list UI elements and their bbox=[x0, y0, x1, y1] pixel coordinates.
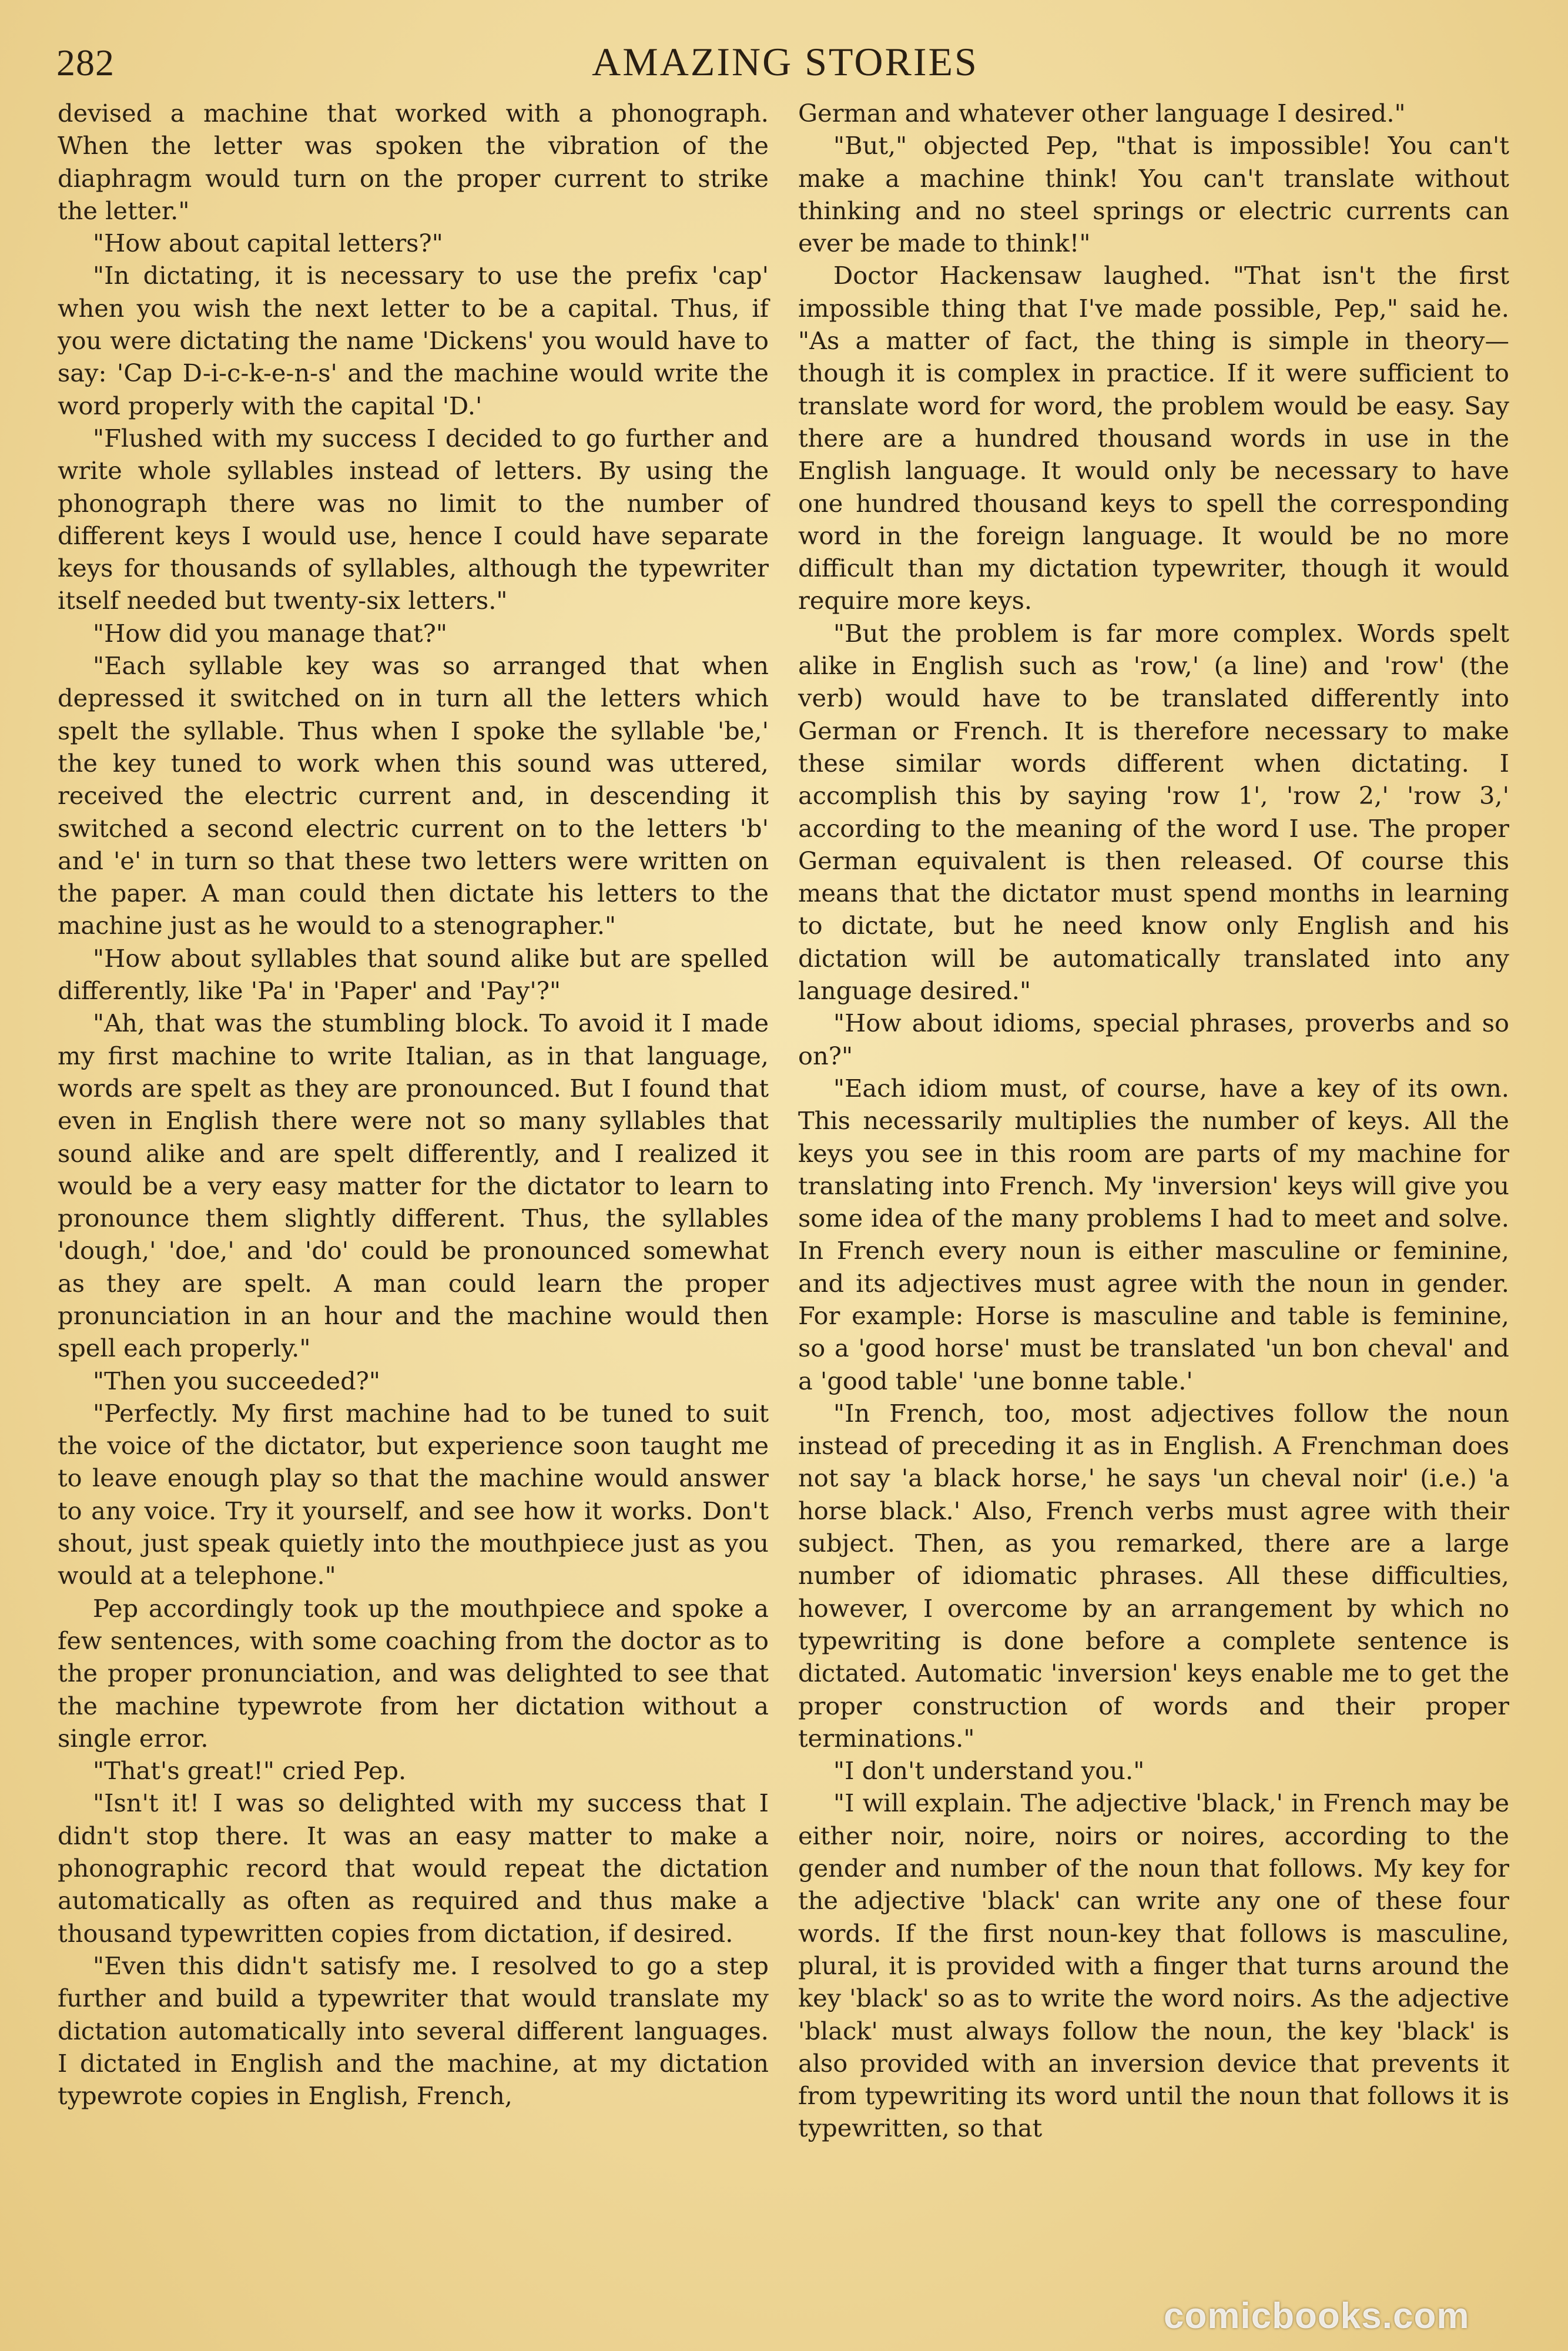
paragraph: "Each syllable key was so arranged that when depressed it switched on in turn all the letters which spelt the syllable. Thus when I spoke the syllable 'be,' the key tuned to work when this sound was uttered, received the electric current and, in descending it switched a second electric current on to the letters 'b' and 'e' in turn so that these two letters were written on the paper. A man could then dictate his letters to the machine just as he would to a stenographer." bbox=[58, 651, 769, 940]
paragraph: "Each idiom must, of course, have a key of its own. This necessarily multiplies the number of keys. All the keys you see in this room are parts of my machine for translating into French. My 'inversion' keys will give you some idea of the many problems I had to meet and solve. In French every noun is either masculine or feminine, and its adjectives must agree with the noun in gender. For example: Horse is masculine and table is feminine, so a 'good horse' must be translated 'un bon cheval' and a 'good table' 'une bonne table.' bbox=[798, 1073, 1509, 1395]
paragraph: "Ah, that was the stumbling block. To avoid it I made my first machine to write Italian, as in that language, words are spelt as they are pronounced. But I found that even in English there were not so many syllables that sound alike and are spelt differently, and I realized it would be a very easy matter for the dictator to learn to pronounce them slightly different. Thus, the syllables 'dough,' 'doe,' and 'do' could be pronounced somewhat as they are spelt. A man could learn the proper pronunciation in an hour and the machine would then spell each properly." bbox=[58, 1009, 769, 1363]
paragraph: "Then you succeeded?" bbox=[93, 1366, 380, 1395]
right-column bbox=[798, 97, 1509, 2145]
left-column bbox=[58, 97, 769, 2112]
paragraph: "I don't understand you." bbox=[833, 1756, 1145, 1786]
paragraph: "Isn't it! I was so delighted with my success that I didn't stop there. It was an easy matter to make a phonographic record that would repeat the dictation automatically as often as required and thus make a thousand typewritten copies from dictation, if desired. bbox=[58, 1789, 769, 1948]
paragraph: "Flushed with my success I decided to go further and write whole syllables instead of letters. By using the phonograph there was no limit to the number of different keys I would use, hence I could have separate keys for thousands of syllables, although the typewriter itself needed but twenty-six letters." bbox=[58, 423, 769, 615]
paragraph: Pep accordingly took up the mouthpiece and spoke a few sentences, with some coaching from the doctor as to the proper pronunciation, and was delighted to see that the machine typewrote from her dictation without a single error. bbox=[58, 1593, 769, 1753]
paragraph: Doctor Hackensaw laughed. "That isn't the first impossible thing that I've made possible, Pep," said he. "As a matter of fact, the thing is simple in theory—though it is complex in practice. If it were sufficient to translate word for word, the problem would be easy. Say there are a hundred thousand words in use in the English language. It would only be necessary to have one hundred thousand keys to spell the corresponding word in the foreign language. It would be no more difficult than my dictation typewriter, though it would require more keys. bbox=[798, 261, 1509, 615]
paragraph: "I will explain. The adjective 'black,' in French may be either noir, noire, noirs or noires, according to the gender and number of the noun that follows. My key for the adjective 'black' can write any one of these four words. If the first noun-key that follows is masculine, plural, it is provided with a finger that turns around the key 'black' so as to write the word noirs. As the adjective 'black' must always follow the noun, the key 'black' is also provided with an inversion device that prevents it from typewriting its word until the noun that follows it is typewritten, so that bbox=[798, 1789, 1509, 2143]
paragraph: "How about syllables that sound alike but are spelled differently, like 'Pa' in 'Paper' and 'Pay'?" bbox=[58, 943, 769, 1006]
paragraph: "How did you manage that?" bbox=[93, 618, 447, 648]
page-header bbox=[56, 34, 1514, 99]
paragraph: "Perfectly. My first machine had to be tuned to suit the voice of the dictator, but experience soon taught me to leave enough play so that the machine would answer to any voice. Try it yourself, and see how it works. Don't shout, just speak quietly into the mouthpiece just as you would at a telephone." bbox=[58, 1398, 769, 1590]
paragraph: German and whatever other language I desired." bbox=[798, 99, 1406, 128]
paragraph: "Even this didn't satisfy me. I resolved to go a step further and build a typewriter that would translate my dictation automatically into several different languages. I dictated in English and the machine, at my dictation typewrote copies in English, French, bbox=[58, 1951, 769, 2111]
watermark: comicbooks.com bbox=[1164, 2296, 1470, 2336]
paragraph: "How about capital letters?" bbox=[93, 229, 443, 258]
paragraph: "How about idioms, special phrases, proverbs and so on?" bbox=[798, 1009, 1509, 1070]
paragraph: "In French, too, most adjectives follow the noun instead of preceding it as in English. A Frenchman does not say 'a black horse,' he says 'un cheval noir' (i.e.) 'a horse black.' Also, French verbs must agree with their subject. Then, as you remarked, there are a large number of idiomatic phrases. All these difficulties, however, I overcome by an arrangement by which no typewriting is done before a complete sentence is dictated. Automatic 'inversion' keys enable me to get the proper construction of words and their proper terminations." bbox=[798, 1398, 1509, 1753]
page-number: 282 bbox=[56, 42, 115, 83]
paragraph: "But," objected Pep, "that is impossible! You can't make a machine think! You can't translate without thinking and no steel springs or electric currents can ever be made to think!" bbox=[798, 131, 1509, 258]
paragraph: "That's great!" cried Pep. bbox=[93, 1756, 407, 1786]
running-title: AMAZING STORIES bbox=[592, 39, 979, 84]
paragraph: "But the problem is far more complex. Words spelt alike in English such as 'row,' (a line) and 'row' (the verb) would have to be translated differently into German or French. It is therefore necessary to make these similar words different when dictating. I accomplish this by saying 'row 1', 'row 2,' 'row 3,' according to the meaning of the word I use. The proper German equivalent is then released. Of course this means that the dictator must spend months in learning to dictate, but he need know only English and his dictation will be automatically translated into any language desired." bbox=[798, 618, 1509, 1006]
paragraph: devised a machine that worked with a phonograph. When the letter was spoken the vibration of the diaphragm would turn on the proper current to strike the letter." bbox=[58, 99, 769, 225]
paragraph: "In dictating, it is necessary to use the prefix 'cap' when you wish the next letter to be a capital. Thus, if you were dictating the name 'Dickens' you would have to say: 'Cap D-i-c-k-e-n-s' and the machine would write the word properly with the capital 'D.' bbox=[58, 261, 769, 420]
